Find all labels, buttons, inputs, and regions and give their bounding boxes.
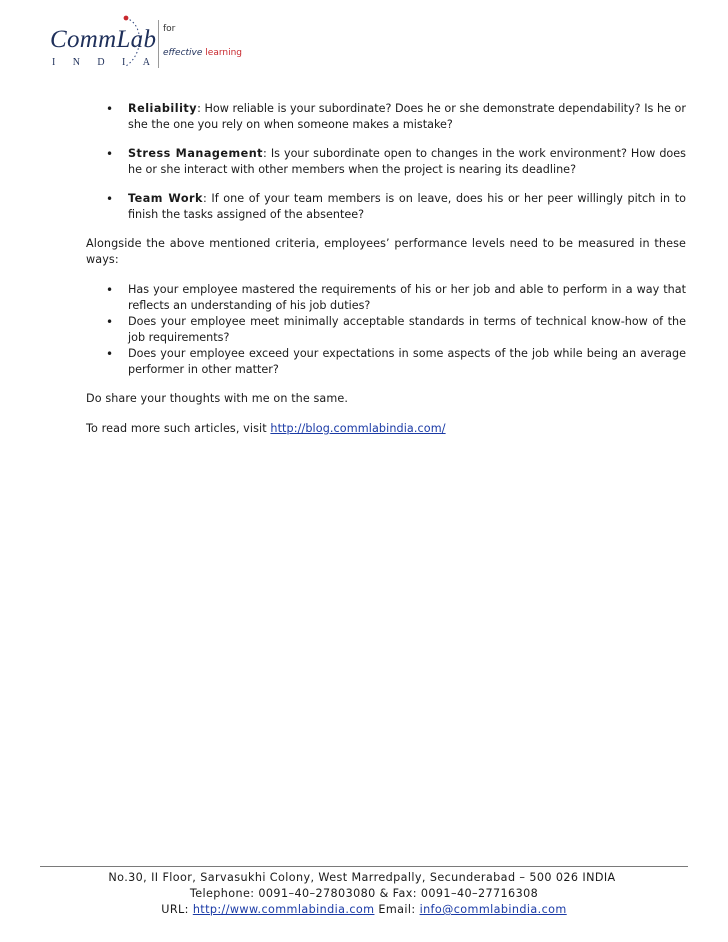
logo-tag-effective: effective: [163, 48, 203, 58]
footer-phone: Telephone: 0091–40–27803080 & Fax: 0091–40–27716308: [189, 887, 539, 900]
logo-divider: [158, 20, 159, 68]
footer-url-label: URL:: [161, 903, 193, 916]
read-more-paragraph: [86, 421, 686, 437]
criteria-list: [86, 101, 686, 223]
list-item: • Has your employee mastered the requirements of his or her job and able to perform in a way that reflects an understanding of his job duties?: [86, 282, 686, 314]
website-link[interactable]: http://www.commlabindia.com: [192, 903, 375, 916]
page-footer: [40, 870, 688, 918]
logo-letter: A: [142, 57, 150, 68]
criteria-term: Reliability: [128, 102, 198, 115]
logo-tag-learning: learning: [205, 48, 243, 58]
logo-brand: CommLab: [50, 26, 157, 53]
list-item: • Does your employee meet minimally acceptable standards in terms of technical know-how of the job requirements?: [86, 314, 686, 346]
footer-address: No.30, II Floor, Sarvasukhi Colony, West Marredpally, Secunderabad – 500 026 INDIA: [108, 871, 616, 884]
logo-letter: I: [52, 57, 56, 68]
blog-link[interactable]: http://blog.commlabindia.com/: [270, 422, 446, 435]
closing-paragraph: Do share your thoughts with me on the same.: [86, 392, 349, 405]
list-item: [86, 101, 686, 133]
intro-paragraph: Alongside the above mentioned criteria, employees’ performance levels need to be measured in these ways:: [86, 237, 686, 266]
footer-divider: [40, 866, 688, 867]
list-item: [86, 146, 686, 178]
document-body: [86, 101, 686, 451]
criteria-term: Team Work: [128, 192, 203, 205]
criteria-text: : If one of your team members is on leave, does his or her peer willingly pitch in to finish the tasks assigned of the absentee?: [128, 192, 687, 221]
footer-contact: [40, 902, 688, 918]
criteria-text: : Is your subordinate open to changes in the work environment? How does he or she interact with other members when the project is nearing its deadline?: [128, 147, 686, 176]
read-more-text: To read more such articles, visit: [86, 422, 271, 435]
ways-list: [86, 282, 686, 378]
logo-for: for: [163, 24, 176, 34]
footer-email-label: Email:: [374, 903, 420, 916]
email-link[interactable]: info@commlabindia.com: [419, 903, 567, 916]
logo-letter: N: [72, 57, 80, 68]
criteria-term: Stress Management: [128, 147, 264, 160]
list-item: [86, 191, 686, 223]
criteria-text: : How reliable is your subordinate? Does he or she demonstrate dependability? Is he or she the one you rely on when someone makes a mistake?: [128, 102, 686, 131]
company-logo: [50, 10, 250, 70]
logo-letter: I: [121, 57, 126, 68]
logo-letter: D: [97, 57, 105, 68]
list-item: • Does your employee exceed your expectations in some aspects of the job while being an average performer in other matter?: [86, 346, 686, 378]
logo-tagline: [163, 48, 242, 58]
logo-india: [52, 57, 150, 68]
